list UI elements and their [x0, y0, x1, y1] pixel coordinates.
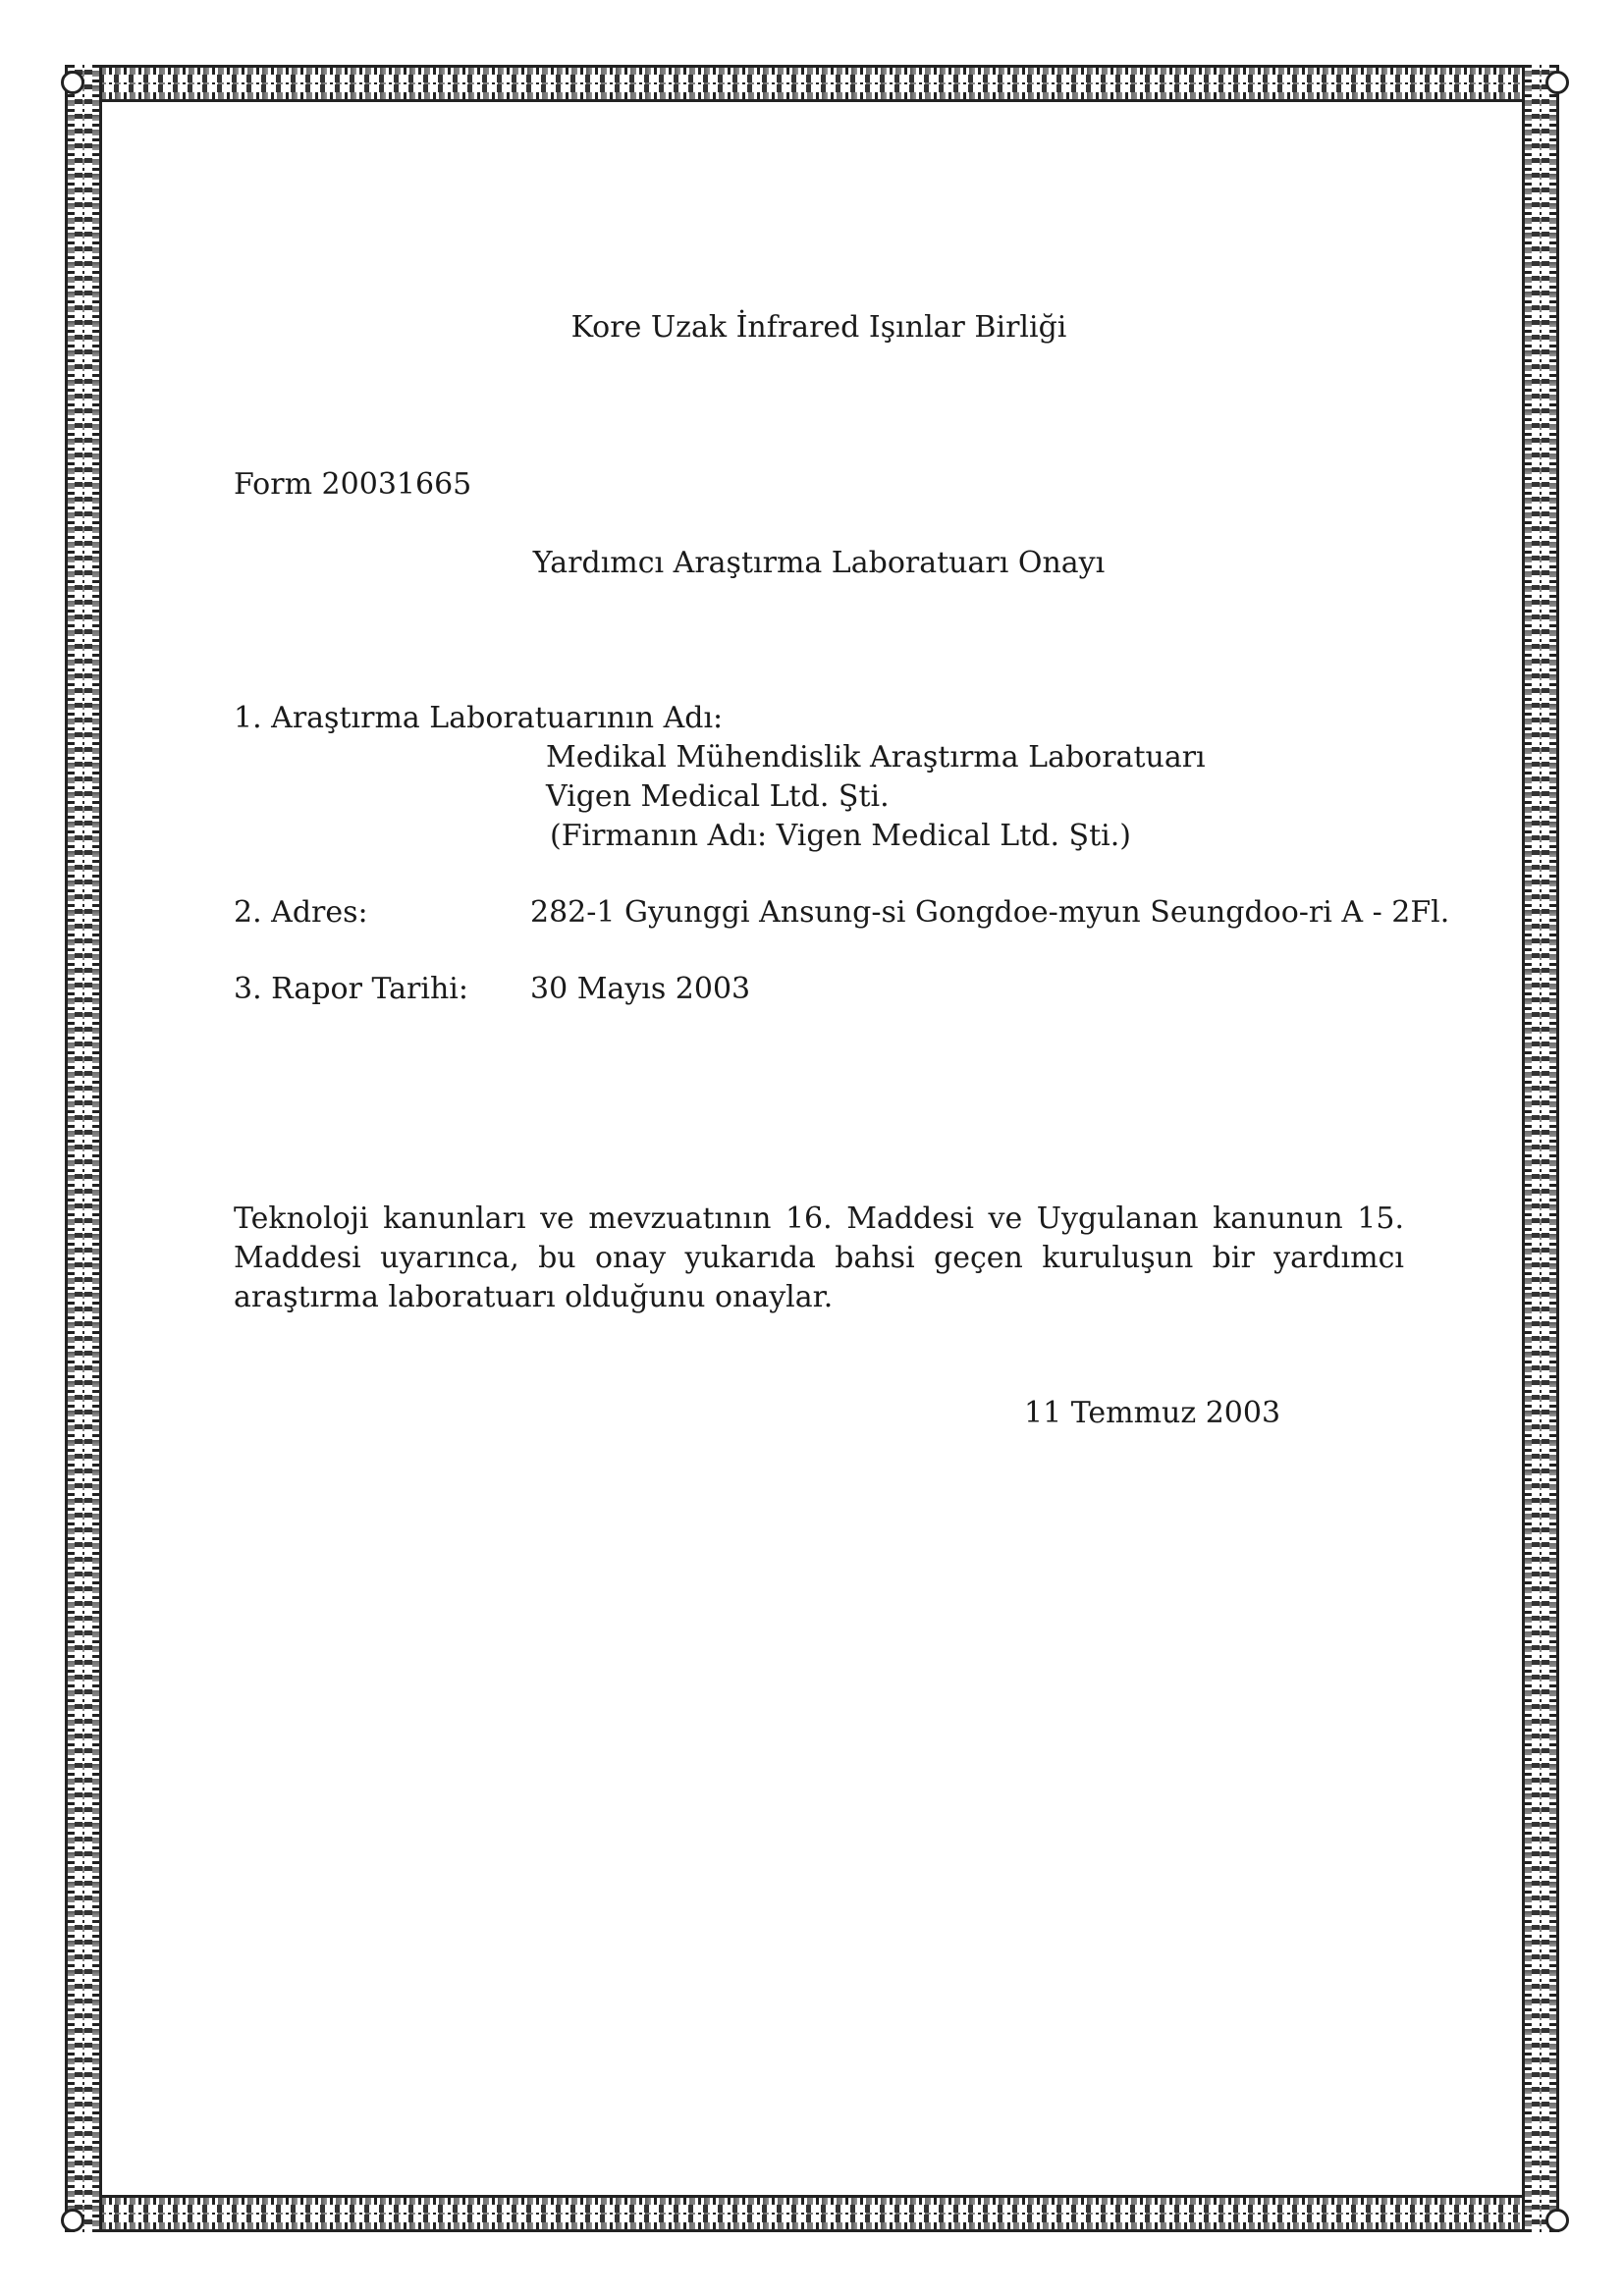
- decorative-border-top: [65, 65, 1559, 102]
- border-corner-ornament: [1545, 2209, 1569, 2232]
- decorative-border-right: [1522, 65, 1559, 2232]
- report-date-value: 30 Mayıs 2003: [530, 972, 751, 1006]
- border-corner-ornament: [61, 2209, 84, 2232]
- border-corner-ornament: [61, 71, 84, 94]
- lab-name-line: Medikal Mühendislik Araştırma Laboratuarı: [546, 740, 1206, 774]
- report-date-label: 3. Rapor Tarihi:: [234, 972, 468, 1006]
- address-value: 282-1 Gyunggi Ansung-si Gongdoe-myun Seungdoo-ri A - 2Fl.: [530, 895, 1450, 930]
- organization-name: Kore Uzak İnfrared Işınlar Birliği: [570, 310, 1067, 345]
- lab-name-line: Vigen Medical Ltd. Şti.: [546, 779, 890, 814]
- lab-name-label: 1. Araştırma Laboratuarının Adı:: [234, 701, 724, 735]
- border-corner-ornament: [1545, 71, 1569, 94]
- address-label: 2. Adres:: [234, 895, 368, 930]
- signed-date: 11 Temmuz 2003: [1024, 1396, 1281, 1430]
- document-title: Yardımcı Araştırma Laboratuarı Onayı: [532, 546, 1106, 580]
- form-number: Form 20031665: [234, 467, 472, 502]
- approval-statement: Teknoloji kanunları ve mevzuatının 16. Maddesi ve Uygulanan kanunun 15. Maddesi uyarınca, bu onay yukarıda bahsi geçen kuruluşun bir yardımcı araştırma laboratuarı olduğunu onaylar.: [234, 1201, 1404, 1314]
- decorative-border-bottom: [65, 2195, 1559, 2232]
- decorative-border-left: [65, 65, 102, 2232]
- lab-name-line: (Firmanın Adı: Vigen Medical Ltd. Şti.): [550, 819, 1132, 853]
